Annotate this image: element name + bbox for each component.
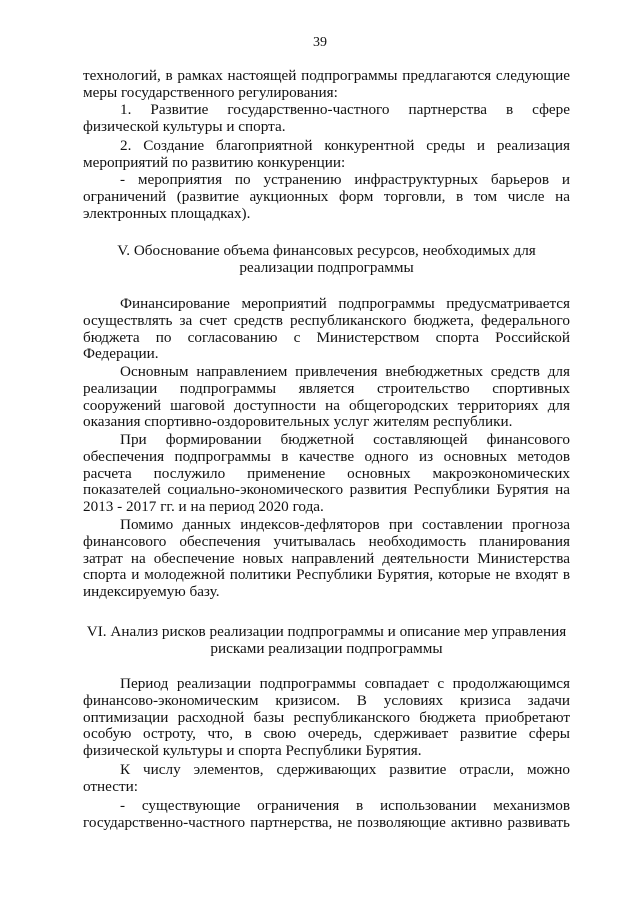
text-line: финансово-экономическим кризисом. В условиях кризиса задачи	[83, 691, 570, 709]
bullet-item-constraints	[83, 798, 570, 832]
text-line: бюджета по согласованию с Министерством спорта Российской	[83, 328, 570, 346]
text-line: - мероприятия по устранению инфраструктурных барьеров и	[120, 171, 570, 188]
text-line: 2013 - 2017 гг. и на период 2020 года.	[83, 498, 324, 516]
text-line: особую остроту, что, в свою очередь, сдерживает развитие сферы	[83, 725, 570, 743]
text-line: отнести:	[83, 777, 139, 795]
text-line: мероприятий по развитию конкуренции:	[83, 153, 346, 171]
paragraph-financing	[83, 296, 570, 363]
text-line: государственно-частного партнерства, не позволяющие активно развивать	[83, 813, 570, 831]
list-item-2	[83, 138, 570, 172]
text-line: осуществлять за счет средств республиканского бюджета, федерального	[83, 311, 570, 329]
heading-line: V. Обоснование объема финансовых ресурсов, необходимых для	[117, 242, 536, 259]
text-line: финансового обеспечения учитывалась необходимость планирования	[83, 532, 570, 550]
page-number: 39	[313, 35, 327, 50]
text-line: Основным направлением привлечения внебюджетных средств для	[120, 363, 570, 380]
heading-line: реализации подпрограммы	[239, 258, 414, 276]
heading-line: VI. Анализ рисков реализации подпрограммы и описание мер управления	[86, 623, 567, 640]
text-line: Федерации.	[83, 345, 159, 363]
list-item-1	[83, 102, 570, 136]
text-line: ограничений (развитие аукционных форм торговли, в том числе на	[83, 187, 570, 205]
paragraph-extrabudget	[83, 364, 570, 431]
text-line: меры государственного регулирования:	[83, 83, 338, 101]
text-line: реализации подпрограммы является строительство спортивных	[83, 379, 570, 397]
text-line: 1. Развитие государственно-частного партнерства в сфере	[120, 101, 570, 118]
text-line: физической культуры и спорта.	[83, 117, 286, 135]
text-line: Финансирование мероприятий подпрограммы предусматривается	[120, 295, 570, 312]
text-line: индексируемую базу.	[83, 583, 220, 601]
section-heading-v	[83, 243, 570, 277]
text-line: 2. Создание благоприятной конкурентной среды и реализация	[120, 137, 570, 154]
text-line: затрат на обеспечение новых направлений деятельности Министерства	[83, 549, 570, 567]
text-line: К числу элементов, сдерживающих развитие отрасли, можно	[120, 761, 570, 778]
text-line: - существующие ограничения в использовании механизмов	[120, 797, 570, 814]
paragraph-crisis	[83, 676, 570, 760]
text-line: показателей социально-экономического развития Республики Бурятия на	[83, 481, 570, 499]
text-line: Помимо данных индексов-дефляторов при составлении прогноза	[120, 516, 570, 533]
text-line: Период реализации подпрограммы совпадает с продолжающимся	[120, 675, 570, 692]
heading-line: рисками реализации подпрограммы	[210, 639, 443, 657]
paragraph-budget-calc	[83, 432, 570, 516]
section-heading-vi	[78, 624, 575, 658]
text-line: При формировании бюджетной составляющей финансового	[120, 431, 570, 448]
text-line: расчета послужило применение основных макроэкономических	[83, 464, 570, 482]
text-line: обеспечения подпрограммы в качестве одного из основных методов	[83, 447, 570, 465]
paragraph-constraints	[83, 762, 570, 796]
text-line: спорта и молодежной политики Республики Бурятия, которые не входят в	[83, 566, 570, 584]
bullet-item	[83, 172, 570, 222]
text-line: физической культуры и спорта Республики Бурятия.	[83, 742, 422, 760]
text-line: оптимизации расходной базы республиканского бюджета приобретают	[83, 708, 570, 726]
paragraph-intro	[83, 68, 570, 102]
text-line: оказания спортивно-оздоровительных услуг жителям республики.	[83, 413, 513, 431]
text-line: электронных площадках).	[83, 204, 251, 222]
paragraph-deflators	[83, 517, 570, 601]
text-line: сооружений шаговой доступности на общегородских территориях для	[83, 396, 570, 414]
text-line: технологий, в рамках настоящей подпрограммы предлагаются следующие	[83, 67, 570, 84]
